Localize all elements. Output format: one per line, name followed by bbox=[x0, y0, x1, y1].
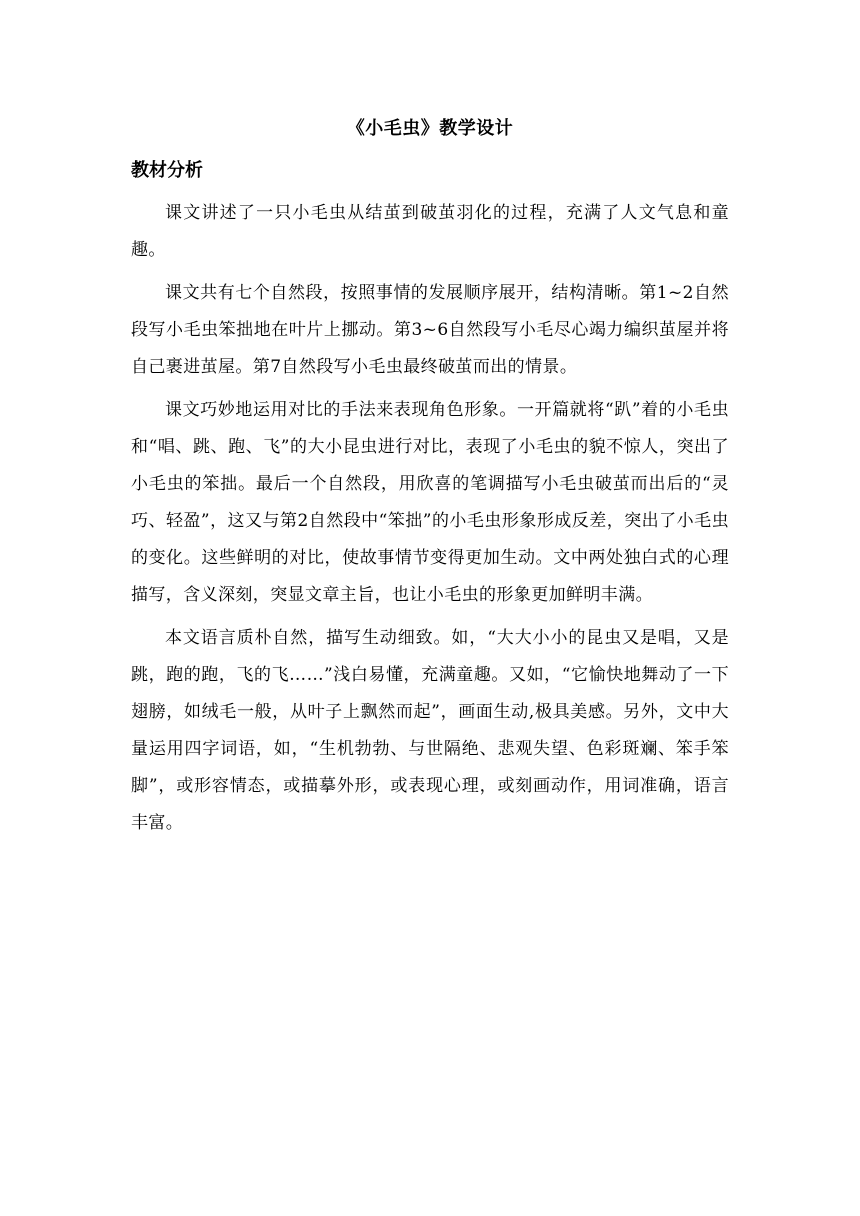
paragraph-contrast: 课文巧妙地运用对比的手法来表现角色形象。一开篇就将“趴”着的小毛虫和“唱、跳、跑、飞”的大小昆虫进行对比，表现了小毛虫的貌不惊人，突出了小毛虫的笨拙。最后一个自然段，用欣喜的笔调描写小毛虫破茧而出后的“灵巧、轻盈”，这又与第2自然段中“笨拙”的小毛虫形象形成反差，突出了小毛虫的变化。这些鲜明的对比，使故事情节变得更加生动。文中两处独白式的心理描写，含义深刻，突显文章主旨，也让小毛虫的形象更加鲜明丰满。 bbox=[131, 400, 729, 605]
section-heading: 教材分析 bbox=[131, 160, 203, 181]
paragraph-structure: 课文共有七个自然段，按照事情的发展顺序展开，结构清晰。第1~2自然段写小毛虫笨拙地在叶片上挪动。第3~6自然段写小毛尽心竭力编织茧屋并将自己裹进茧屋。第7自然段写小毛虫最终破茧而出的情景。 bbox=[131, 283, 729, 377]
paragraph-language: 本文语言质朴自然，描写生动细致。如，“大大小小的昆虫又是唱，又是跳，跑的跑，飞的飞……”浅白易懂，充满童趣。又如，“它愉快地舞动了一下翅膀，如绒毛一般，从叶子上飘然而起”，画面生动,极具美感。另外，文中大量运用四字词语，如，“生机勃勃、与世隔绝、悲观失望、色彩斑斓、笨手笨脚”，或形容情态，或描摹外形，或表现心理，或刻画动作，用词准确，语言丰富。 bbox=[131, 628, 729, 833]
paragraph-intro: 课文讲述了一只小毛虫从结茧到破茧羽化的过程，充满了人文气息和童趣。 bbox=[131, 203, 729, 260]
document-page bbox=[131, 116, 729, 842]
document-title: 《小毛虫》教学设计 bbox=[346, 118, 514, 139]
